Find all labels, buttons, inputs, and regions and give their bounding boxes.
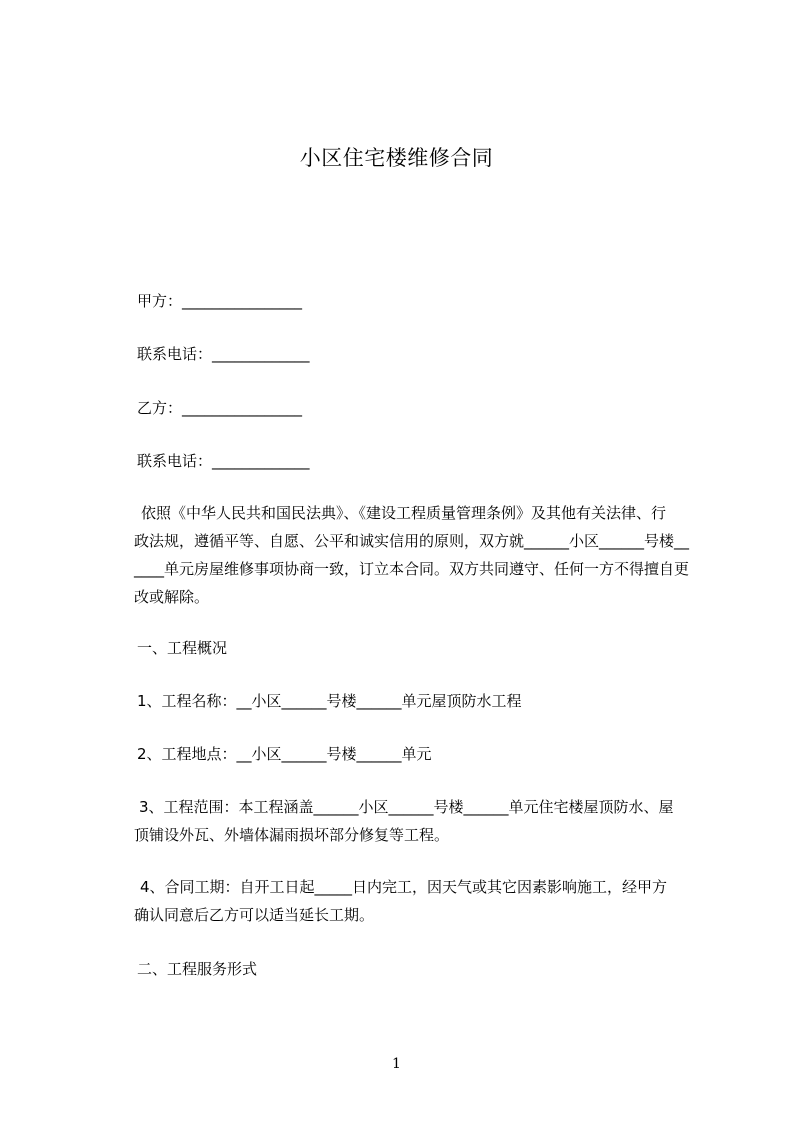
document-title: 小区住宅楼维修合同 — [299, 146, 494, 170]
section-heading: 二、工程服务形式 — [137, 960, 258, 978]
item-3-line: 顶铺设外瓦、外墙体漏雨损坏部分修复等工程。 — [134, 826, 450, 844]
intro-paragraph — [134, 499, 690, 611]
intro-line: 依照《中华人民共和国民法典》、《建设工程质量管理条例》及其他有关法律、行 — [141, 504, 667, 522]
contract-item-4 — [134, 873, 668, 929]
intro-line: 政法规，遵循平等、自愿、公平和诚实信用的原则，双方就______小区______号楼__ — [134, 532, 690, 550]
party-b-phone-field: 联系电话：_____________ — [137, 452, 310, 470]
party-a-field: 甲方：________________ — [137, 292, 303, 310]
page-number: 1 — [392, 1056, 401, 1072]
intro-line: ____单元房屋维修事项协商一致，订立本合同。双方共同遵守、任何一方不得擅自更 — [134, 560, 690, 578]
party-a-phone-field: 联系电话：_____________ — [137, 345, 310, 363]
contract-item-2: 2、工程地点：__小区______号楼______单元 — [137, 745, 432, 763]
item-4-line: 4、合同工期：自开工日起_____日内完工，因天气或其它因素影响施工，经甲方 — [140, 878, 668, 896]
contract-item-1: 1、工程名称：__小区______号楼______单元屋顶防水工程 — [137, 692, 522, 710]
item-3-line: 3、工程范围：本工程涵盖______小区______号楼______单元住宅楼屋顶防水、屋 — [139, 798, 674, 816]
item-4-line: 确认同意后乙方可以适当延长工期。 — [134, 906, 375, 924]
intro-line: 改或解除。 — [134, 588, 210, 606]
party-b-field: 乙方：________________ — [137, 399, 303, 417]
section-heading: 一、工程概况 — [137, 639, 228, 657]
contract-item-3 — [134, 793, 674, 849]
